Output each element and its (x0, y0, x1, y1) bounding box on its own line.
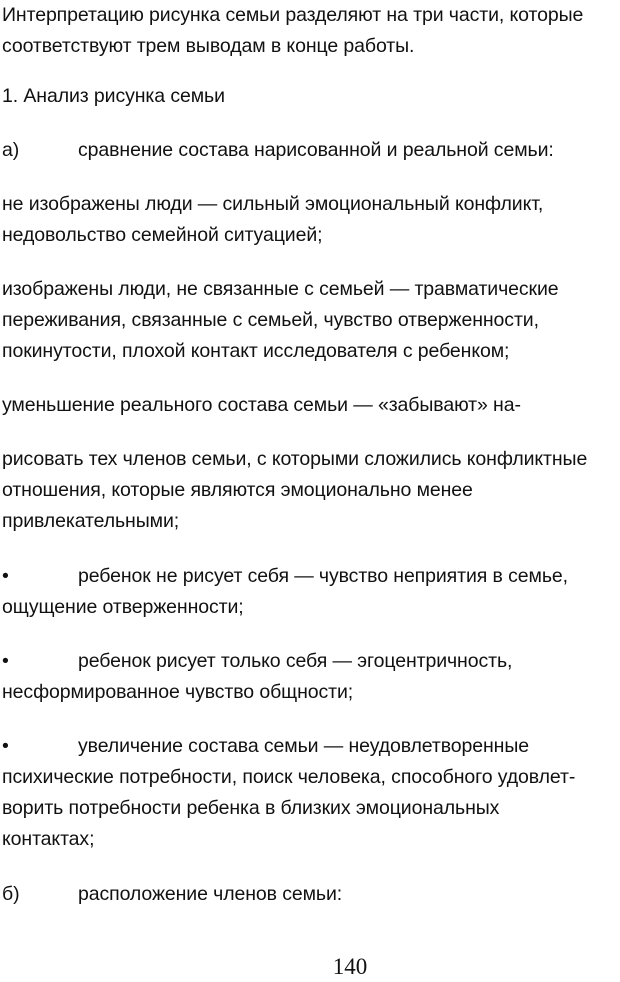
bullet-3-marker: • (2, 735, 9, 757)
para-unrelated-line-2: переживания, связанные с семьей, чувство отверженности, (2, 309, 539, 331)
intro-line-1: Интерпретацию рисунка семьи разделяют на три части, которые (2, 4, 584, 26)
bullet-1-first-line: ребенок не рисует себя — чувство неприятия в семье, (78, 565, 568, 587)
para-no-people-line-1: не изображены люди — сильный эмоциональный конфликт, (2, 193, 544, 215)
bullet-1-marker: • (2, 565, 9, 587)
section-heading: 1. Анализ рисунка семьи (2, 85, 225, 107)
bullet-3-first-line: увеличение состава семьи — неудовлетворенные (78, 735, 530, 757)
para-reduction-line: уменьшение реального состава семьи — «забывают» на- (2, 394, 521, 416)
bullet-2-line-2: несформированное чувство общности; (2, 681, 354, 703)
item-a-marker: а) (2, 139, 20, 161)
para-reduction-cont-line-3: привлекательными; (2, 510, 180, 532)
para-reduction-cont-line-1: рисовать тех членов семьи, с которыми сложились конфликтные (2, 448, 588, 470)
para-unrelated-line-1: изображены люди, не связанные с семьей — травматические (2, 278, 559, 300)
item-b-text: расположение членов семьи: (78, 883, 343, 905)
para-no-people-line-2: недовольство семейной ситуацией; (2, 224, 323, 246)
bullet-3-line-2: психические потребности, поиск человека, способного удовлет- (2, 766, 576, 788)
para-reduction-cont-line-2: отношения, которые являются эмоционально менее (2, 479, 473, 501)
para-unrelated-line-3: покинутости, плохой контакт исследователя с ребенком; (2, 340, 510, 362)
bullet-2-marker: • (2, 650, 9, 672)
page-number: 140 (332, 954, 368, 979)
bullet-3-line-3: ворить потребности ребенка в близких эмоциональных (2, 797, 500, 819)
bullet-1-line-2: ощущение отверженности; (2, 596, 244, 618)
bullet-2-first-line: ребенок рисует только себя — эгоцентричность, (78, 650, 513, 672)
bullet-3-line-4: контактах; (2, 828, 95, 850)
item-a-text: сравнение состава нарисованной и реальной семьи: (78, 139, 554, 161)
item-b-marker: б) (2, 883, 20, 905)
intro-line-2: соответствуют трем выводам в конце работы. (2, 35, 415, 57)
